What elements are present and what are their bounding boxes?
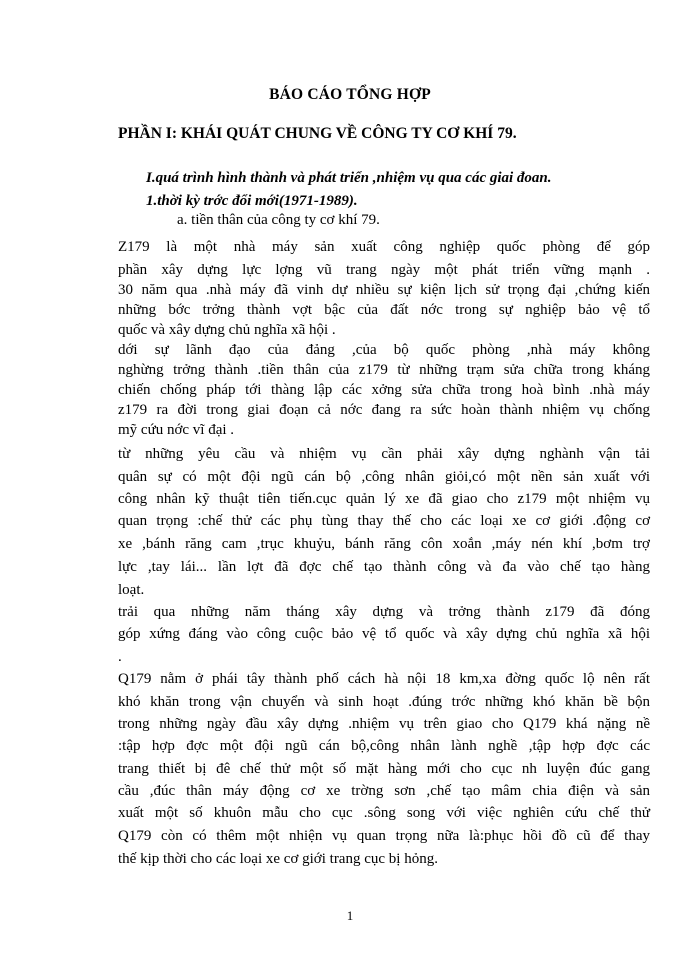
body-line: 30 năm qua .nhà máy đã vinh dự nhiều sự kiện lịch sử trọng đại ,chứng kiến bbox=[118, 282, 650, 298]
body-line: góp xứng đáng vào công cuộc bảo vệ tổ quốc và xây dựng chủ nghĩa xã hội bbox=[118, 626, 650, 642]
body-line: thế kịp thời cho các loại xe cơ giới trang cục bị hỏng. bbox=[118, 851, 438, 867]
body-line: công nhân kỹ thuật tiên tiến.cục quản lý xe đã giao cho z179 một nhiệm vụ bbox=[118, 491, 650, 507]
body-line: quan trọng :chế thử các phụ tùng thay thế cho các loại xe cơ giới .động cơ bbox=[118, 513, 650, 529]
body-line: mỹ cứu nớc vĩ đại . bbox=[118, 422, 235, 438]
body-line: :tập hợp đợc một đội ngũ cán bộ,công nhân lành nghề ,tập hợp đợc các bbox=[118, 738, 650, 754]
body-line: dới sự lãnh đạo của đảng ,của bộ quốc phòng ,nhà máy không bbox=[118, 342, 650, 358]
body-line: z179 ra đời trong giai đoạn cả nớc đang ra sức hoàn thành nhiệm vụ chống bbox=[118, 402, 650, 418]
body-line: quân sự có một đội ngũ cán bộ ,công nhân giỏi,có một nền sản xuất với bbox=[118, 469, 650, 485]
body-line: chiến chống pháp tới thàng lập các xởng sửa chữa trong hoà bình .nhà máy bbox=[118, 382, 650, 398]
part-heading: PHẦN I: KHÁI QUÁT CHUNG VỀ CÔNG TY CƠ KHÍ 79. bbox=[118, 125, 517, 142]
body-line: khó khăn trong vận chuyển và sinh hoạt .đúng trớc những khó khăn bề bộn bbox=[118, 694, 650, 710]
body-line: . bbox=[118, 649, 122, 665]
report-title: BÁO CÁO TỔNG HỢP bbox=[269, 86, 431, 103]
body-line: lực ,tay lái... lần lợt đã đợc chế tạo thành công và đa vào chế tạo hàng bbox=[118, 559, 650, 575]
subsection-heading: 1.thời kỳ trớc đổi mới(1971-1989). bbox=[146, 193, 358, 209]
section-heading: I.quá trình hình thành và phát triển ,nhiệm vụ qua các giai đoan. bbox=[146, 170, 552, 186]
page-number: 1 bbox=[346, 908, 354, 923]
body-line: Q179 còn có thêm một nhiện vụ quan trọng nữa là:phục hồi đồ cũ để thay bbox=[118, 828, 650, 844]
body-line: trải qua những năm tháng xây dựng và trởng thành z179 đã đóng bbox=[118, 604, 650, 620]
body-line: Q179 nằm ở phái tây thành phố cách hà nội 18 km,xa đờng quốc lộ nên rất bbox=[118, 671, 650, 687]
item-heading: a. tiền thân của công ty cơ khí 79. bbox=[177, 212, 380, 228]
body-line: xuất một số khuôn mẫu cho cục .sông song với việc nghiên cứu chế thử bbox=[118, 805, 650, 821]
body-line: những bớc trởng thành vợt bậc của đất nớc trong sự nghiệp bảo vệ tổ bbox=[118, 302, 650, 318]
body-line: xe ,bánh răng cam ,trục khuỷu, bánh răng côn xoắn ,máy nén khí ,bơm trợ bbox=[118, 536, 650, 552]
body-line: loạt. bbox=[118, 582, 145, 598]
body-line: phần xây dựng lực lợng vũ trang ngày một phát triển vững mạnh . bbox=[118, 262, 650, 278]
body-line: từ những yêu cầu và nhiệm vụ cần phải xây dựng nghành vận tải bbox=[118, 446, 650, 462]
body-line: Z179 là một nhà máy sản xuất công nghiệp quốc phòng để góp bbox=[118, 239, 650, 255]
body-line: trong những ngày đầu xây dựng .nhiệm vụ trên giao cho Q179 khá nặng nề bbox=[118, 716, 650, 732]
body-line: cầu ,đúc thân máy động cơ xe trờng sơn ,chế tạo mâm chia điện và sản bbox=[118, 783, 650, 799]
body-line: nghừng trởng thành .tiền thân của z179 từ những trạm sửa chữa trong kháng bbox=[118, 362, 650, 378]
body-line: trang thiết bị đê chế thử một số mặt hàng mới cho cục nh luyện đúc gang bbox=[118, 761, 650, 777]
body-line: quốc và xây dựng chủ nghĩa xã hội . bbox=[118, 322, 336, 338]
